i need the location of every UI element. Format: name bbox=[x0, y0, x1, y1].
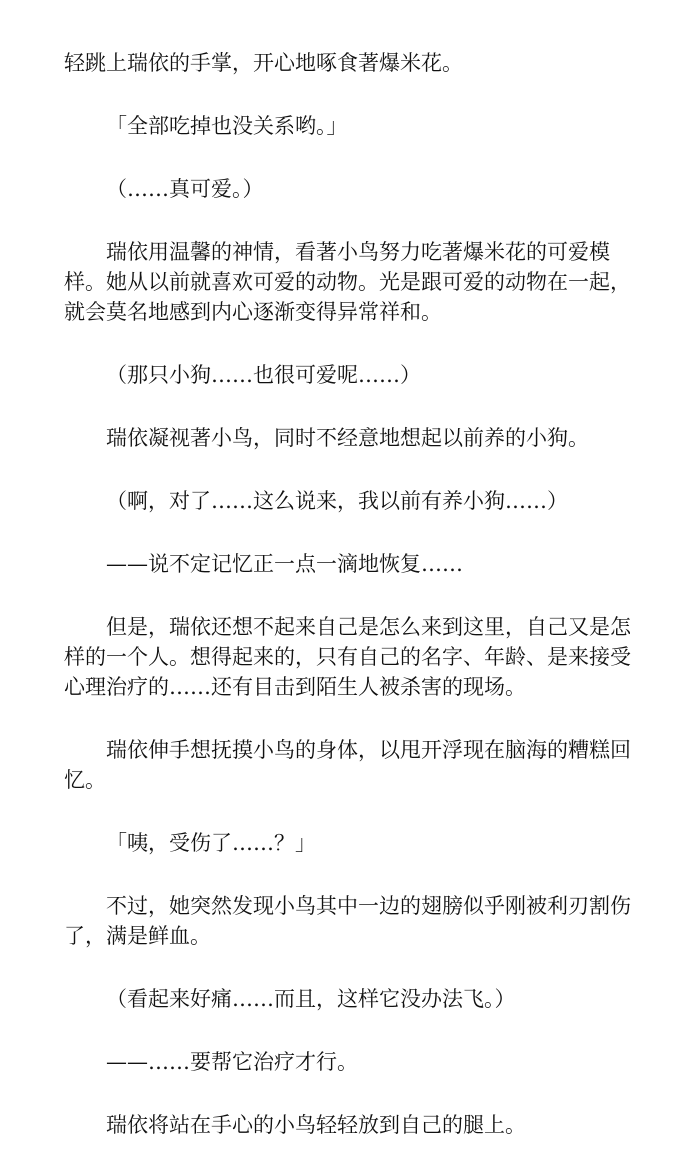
paragraph-thought: （那只小狗……也很可爱呢……） bbox=[106, 363, 421, 387]
paragraph-dialogue: 「咦，受伤了……？」 bbox=[106, 831, 316, 855]
paragraph-dialogue: 「全部吃掉也没关系哟。」 bbox=[106, 114, 348, 138]
paragraph-narration: 但是，瑞依还想不起来自己是怎么来到这里，自己又是怎样的一个人。想得起来的，只有自己的名字、年龄、是来接受心理治疗的……还有目击到陌生人被杀害的现场。 bbox=[64, 615, 631, 699]
paragraph-dash-line: ——说不定记忆正一点一滴地恢复…… bbox=[106, 552, 463, 576]
paragraph-thought: （啊，对了……这么说来，我以前有养小狗……） bbox=[106, 489, 568, 513]
paragraph-continuation: 轻跳上瑞依的手掌，开心地啄食著爆米花。 bbox=[64, 51, 463, 75]
paragraph-narration: 瑞依伸手想抚摸小鸟的身体，以甩开浮现在脑海的糟糕回忆。 bbox=[64, 738, 631, 792]
document-page bbox=[64, 48, 638, 1173]
paragraph-dash-line: ——……要帮它治疗才行。 bbox=[106, 1050, 358, 1074]
paragraph-thought: （看起来好痛……而且，这样它没办法飞。） bbox=[106, 987, 516, 1011]
paragraph-narration: 瑞依凝视著小鸟，同时不经意地想起以前养的小狗。 bbox=[106, 426, 589, 450]
paragraph-narration: 瑞依将站在手心的小鸟轻轻放到自己的腿上。 bbox=[106, 1113, 526, 1137]
paragraph-thought: （……真可爱。） bbox=[106, 177, 264, 201]
paragraph-narration: 瑞依用温馨的神情，看著小鸟努力吃著爆米花的可爱模样。她从以前就喜欢可爱的动物。光是跟可爱的动物在一起，就会莫名地感到内心逐渐变得异常祥和。 bbox=[64, 240, 631, 324]
paragraph-narration: 不过，她突然发现小鸟其中一边的翅膀似乎刚被利刃割伤了，满是鲜血。 bbox=[64, 894, 631, 948]
